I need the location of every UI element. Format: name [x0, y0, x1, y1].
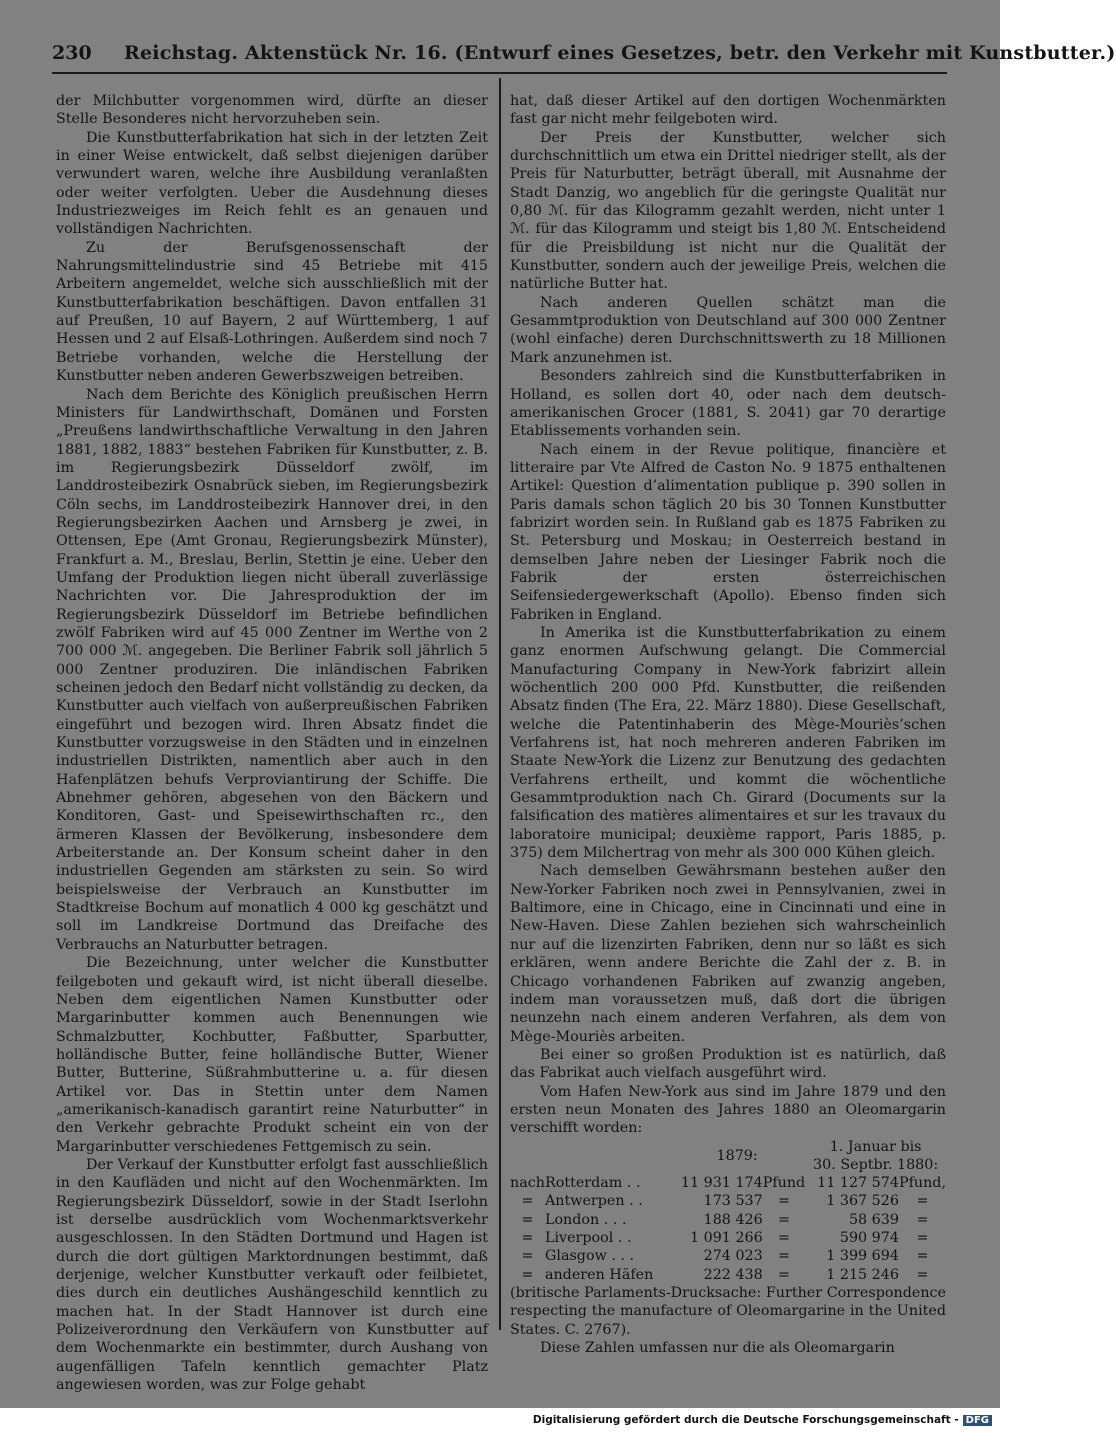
unit-1880: =: [916, 1248, 929, 1265]
column-header-1880: [805, 1138, 946, 1175]
value-1880: 11 127 574: [817, 1175, 899, 1192]
header-rule: [52, 72, 947, 74]
footer-text: Digitalisierung gefördert durch die Deutsche Forschungsgemeinschaft -: [532, 1414, 959, 1426]
paragraph: Nach einem in der Revue politique, financière et litteraire par Vte Alfred de Caston No. 9 1875 enthaltenen Artikel: Question d’alimentation publique p. 390 sollen in Paris damals schon täglich 20 bis 30 Tonnen Kunstbutter fabrizirt worden sein. In Rußland gab es 1875 Fabriken zu St. Petersburg und Moskau; in Oesterreich bestand in demselben Jahre neben der Liesinger Fabrik noch die Fabrik der ersten österreichischen Seifensiedergewerkschaft (Apollo). Ebenso finden sich Fabriken in England.: [510, 441, 946, 623]
value-1880: 58 639: [848, 1211, 899, 1228]
unit-1879: =: [777, 1248, 790, 1265]
value-1880: 1 399 694: [826, 1248, 899, 1265]
value-1880: 590 974: [839, 1230, 899, 1247]
unit-1880: =: [916, 1230, 929, 1247]
paragraph: der Milchbutter vorgenommen wird, dürfte an dieser Stelle Besonderes nicht hervorzuheben sein.: [56, 93, 488, 128]
row-prefix: nach: [510, 1175, 545, 1192]
table-row: [510, 1174, 946, 1192]
unit-1879: =: [777, 1266, 790, 1283]
paragraph: In Amerika ist die Kunstbutterfabrikation zu einem ganz enormen Aufschwung gelangt. Die Commercial Manufacturing Company in New-York fabrizirt allein wöchentlich 200 000 Pfd. Kunstbutter, die reißenden Absatz finden (The Era, 22. März 1880). Diese Gesellschaft, welche die Patentinhaberin des Mège-Mouriès’schen Verfahrens ist, hat noch mehreren anderen Fabriken im Staate New-York die Lizenz zur Benutzung des gedachten Verfahrens ertheilt, und kommt die wöchentliche Gesammtproduktion nach Ch. Girard (Documents sur la falsification des matières alimentaires et sur les travaux du laboratoire municipal; deuxième rapport, Paris 1885, p. 375) dem Milchertrag von mehr als 300 000 Kühen gleich.: [510, 624, 946, 862]
table-header-row: [510, 1138, 946, 1175]
value-1879: 274 023: [703, 1248, 763, 1265]
port-name: Antwerpen . .: [544, 1193, 643, 1210]
port-name: anderen Häfen: [544, 1266, 654, 1283]
unit-1880: =: [916, 1266, 929, 1283]
unit-1879: =: [777, 1230, 790, 1247]
paragraph: Nach anderen Quellen schätzt man die Gesammtproduktion von Deutschland auf 300 000 Zentner (wohl einfache) deren Durchschnittswerth zu 18 Millionen Mark anzunehmen ist.: [510, 294, 946, 366]
unit-1880: Pfund,: [898, 1175, 946, 1192]
value-1879: 173 537: [703, 1193, 763, 1210]
column-header-1880-line1: 1. Januar bis: [829, 1138, 922, 1155]
value-1880: 1 215 246: [826, 1266, 899, 1283]
table-row: [510, 1192, 946, 1210]
unit-1880: =: [916, 1211, 929, 1228]
value-1879: 1 091 266: [689, 1230, 763, 1247]
dfg-logo: DFG: [963, 1415, 992, 1426]
paragraph: Bei einer so großen Produktion ist es natürlich, daß das Fabrikat auch vielfach ausgeführt wird.: [510, 1046, 946, 1082]
row-prefix: =: [521, 1193, 534, 1210]
paragraph: Diese Zahlen umfassen nur die als Oleomargarin: [540, 1340, 895, 1356]
unit-1879: =: [777, 1193, 790, 1210]
unit-1879: =: [777, 1211, 790, 1228]
column-header-1879: 1879:: [716, 1147, 758, 1164]
port-name: Glasgow . . .: [544, 1248, 635, 1265]
right-column: [510, 92, 946, 1357]
running-title: Reichstag. Aktenstück Nr. 16. (Entwurf eines Gesetzes, betr. den Verkehr mit Kunstbutter.): [124, 42, 1116, 64]
paragraph: hat, daß dieser Artikel auf den dortigen Wochenmärkten fast gar nicht mehr feilgeboten wird.: [510, 93, 946, 128]
paragraph: Die Bezeichnung, unter welcher die Kunstbutter feilgeboten und gekauft wird, ist nicht überall dieselbe. Neben dem eigentlichen Namen Kunstbutter oder Margarinbutter kommen auch Benennungen wie Schmalzbutter, Kochbutter, Faßbutter, Sparbutter, holländische Butter, feine holländische Butter, Wiener Butter, Butterine, Süßrahmbutterine u. a. für diesen Artikel vor. Das in Stettin unter dem Namen „amerikanisch-kanadisch garantirt reine Naturbutter“ in den Verkehr gebrachte Produkt scheint ein von der Margarinbutter verschiedenes Fettgemisch zu sein.: [56, 955, 488, 1155]
value-1880: 1 367 526: [826, 1193, 899, 1210]
row-prefix: =: [521, 1230, 534, 1247]
column-header-1880-line2: 30. Septbr. 1880:: [813, 1156, 939, 1173]
table-row: [510, 1211, 946, 1229]
page-header: [52, 42, 1116, 70]
paragraph: Der Preis der Kunstbutter, welcher sich durchschnittlich um etwa ein Drittel niedriger stellt, als der Preis für Naturbutter, beträgt überall, mit Ausnahme der Stadt Danzig, wo angeblich für die geringste Qualität nur 0,80 ℳ. für das Kilogramm gezahlt werden, nicht unter 1 ℳ. für das Kilogramm und steigt bis 1,80 ℳ. Entscheidend für die Preisbildung ist nicht nur die Qualität der Kunstbutter, sondern auch der jeweilige Preis, welchen die natürliche Butter hat.: [510, 129, 946, 293]
table-row: [510, 1266, 946, 1284]
value-1879: 188 426: [703, 1211, 763, 1228]
row-prefix: =: [521, 1266, 534, 1283]
port-name: London . . .: [544, 1211, 627, 1228]
table-row: [510, 1247, 946, 1265]
port-name: Liverpool . .: [544, 1230, 632, 1247]
value-1879: 11 931 174: [680, 1175, 763, 1192]
value-1879: 222 438: [703, 1266, 763, 1283]
table-row: [510, 1229, 946, 1247]
digitization-footer: [533, 1414, 992, 1426]
unit-1879: Pfund: [762, 1175, 806, 1192]
paragraph: (britische Parlaments-Drucksache: Further Correspondence respecting the manufacture of Oleomargarine in the United States. C. 2767).: [510, 1284, 946, 1338]
paragraph: Vom Hafen New-York aus sind im Jahre 1879 und den ersten neun Monaten des Jahres 1880 an Oleomargarin verschifft worden:: [510, 1083, 946, 1137]
paragraph: Die Kunstbutterfabrikation hat sich in der letzten Zeit in einer Weise entwickelt, daß selbst diejenigen darüber verwundert waren, welche ihre Ausbildung veranlaßten oder weiter verfolgten. Ueber die Ausdehnung dieses Industriezweiges im Reich fehlt es an genauen und vollständigen Nachrichten.: [56, 129, 488, 238]
column-divider: [499, 78, 501, 1330]
paragraph: Besonders zahlreich sind die Kunstbutterfabriken in Holland, es sollen dort 40, oder nach dem deutsch-amerikanischen Grocer (1881, S. 2041) gar 70 derartige Etablissements vorhanden sein.: [510, 368, 946, 440]
row-prefix: =: [521, 1248, 534, 1265]
paragraph: Der Verkauf der Kunstbutter erfolgt fast ausschließlich in den Kaufläden und nicht auf den Wochenmärkten. Im Regierungsbezirk Düsseldorf, sowie in der Stadt Iserlohn ist derselbe ausdrücklich vom Wochenmarktsverkehr ausgeschlossen. In den Städten Dortmund und Hagen ist durch die dort gültigen Marktordnungen bestimmt, daß derjenige, welcher Kunstbutter verkauft oder feilbietet, dies durch ein deutliches Aushängeschild kenntlich zu machen hat. In der Stadt Hannover ist durch eine Polizeiverordnung den Verkäufern von Kunstbutter auf dem Wochenmarkte ein bestimmter, durch Aushang von augenfälligen Tafeln kenntlich gemachter Platz angewiesen worden, was zur Folge gehabt: [56, 1156, 488, 1394]
port-name: Rotterdam . .: [544, 1175, 641, 1192]
left-column: [56, 92, 488, 1394]
unit-1880: =: [916, 1193, 929, 1210]
paragraph: Nach demselben Gewährsmann bestehen außer den New-Yorker Fabriken noch zwei in Pennsylvanien, zwei in Baltimore, eine in Chicago, eine in Cincinnati und eine in New-Haven. Diese Zahlen beziehen sich wahrscheinlich nur auf die lizenzirten Fabriken, denn nur so läßt es sich erklären, wenn andere Berichte die Zahl der z. B. in Chicago vorhandenen Fabriken auf zwanzig angeben, indem man voraussetzen muß, daß dort die übrigen neunzehn nach einem anderen Verfahren, als dem von Mège-Mouriès arbeiten.: [510, 863, 946, 1045]
page-number: 230: [52, 42, 92, 64]
paragraph: Zu der Berufsgenossenschaft der Nahrungsmittelindustrie sind 45 Betriebe mit 415 Arbeitern angemeldet, welche sich ausschließlich mit der Kunstbutterfabrikation beschäftigen. Davon entfallen 31 auf Preußen, 10 auf Bayern, 2 auf Württemberg, 1 auf Hessen und 2 auf Elsaß-Lothringen. Außerdem sind noch 7 Betriebe vorhanden, welche die Herstellung der Kunstbutter neben anderen Gewerbszweigen betreiben.: [56, 239, 488, 385]
row-prefix: =: [521, 1211, 534, 1228]
paragraph: Nach dem Berichte des Königlich preußischen Herrn Ministers für Landwirthschaft, Domänen und Forsten „Preußens landwirthschaftliche Verwaltung in den Jahren 1881, 1882, 1883“ bestehen Fabriken für Kunstbutter, z. B. im Regierungsbezirk Düsseldorf zwölf, im Landdrosteibezirk Osnabrück sieben, im Regierungsbezirk Cöln sechs, im Landdrosteibezirk Hannover drei, in den Regierungsbezirken Aachen und Arnsberg je zwei, in Ottensen, Epe (Amt Gronau, Regierungsbezirk Münster), Frankfurt a. M., Breslau, Berlin, Stettin je eine. Ueber den Umfang der Produktion liegen nicht überall zuverlässige Nachrichten vor. Die Jahresproduktion der im Regierungsbezirk Düsseldorf im Betriebe befindlichen zwölf Fabriken wird auf 45 000 Zentner im Werthe von 2 700 000 ℳ. angegeben. Die Berliner Fabrik soll jährlich 5 000 Zentner produziren. Die inländischen Fabriken scheinen jedoch den Bedarf nicht vollständig zu decken, da Kunstbutter auch vielfach von außerpreußischen Fabriken eingeführt und bezogen wird. Ihren Absatz findet die Kunstbutter vorzugsweise in den Städten und in einzelnen industriellen Distrikten, namentlich aber auch in den Hafenplätzen behufs Verproviantirung der Schiffe. Die Abnehmer gehören, abgesehen von den Bäckern und Konditoren, Gast- und Speisewirthschaften rc., den ärmeren Klassen der Bevölkerung, insbesondere dem Arbeiterstande an. Der Konsum scheint daher in den industriellen Gegenden am stärksten zu sein. So wird beispielsweise der Verbrauch an Kunstbutter im Stadtkreise Bochum auf monatlich 4 000 kg geschätzt und soll im Landkreise Dortmund das Dreifache des Verbrauchs an Naturbutter betragen.: [56, 386, 488, 953]
oleomargarine-export-table: [510, 1138, 946, 1284]
